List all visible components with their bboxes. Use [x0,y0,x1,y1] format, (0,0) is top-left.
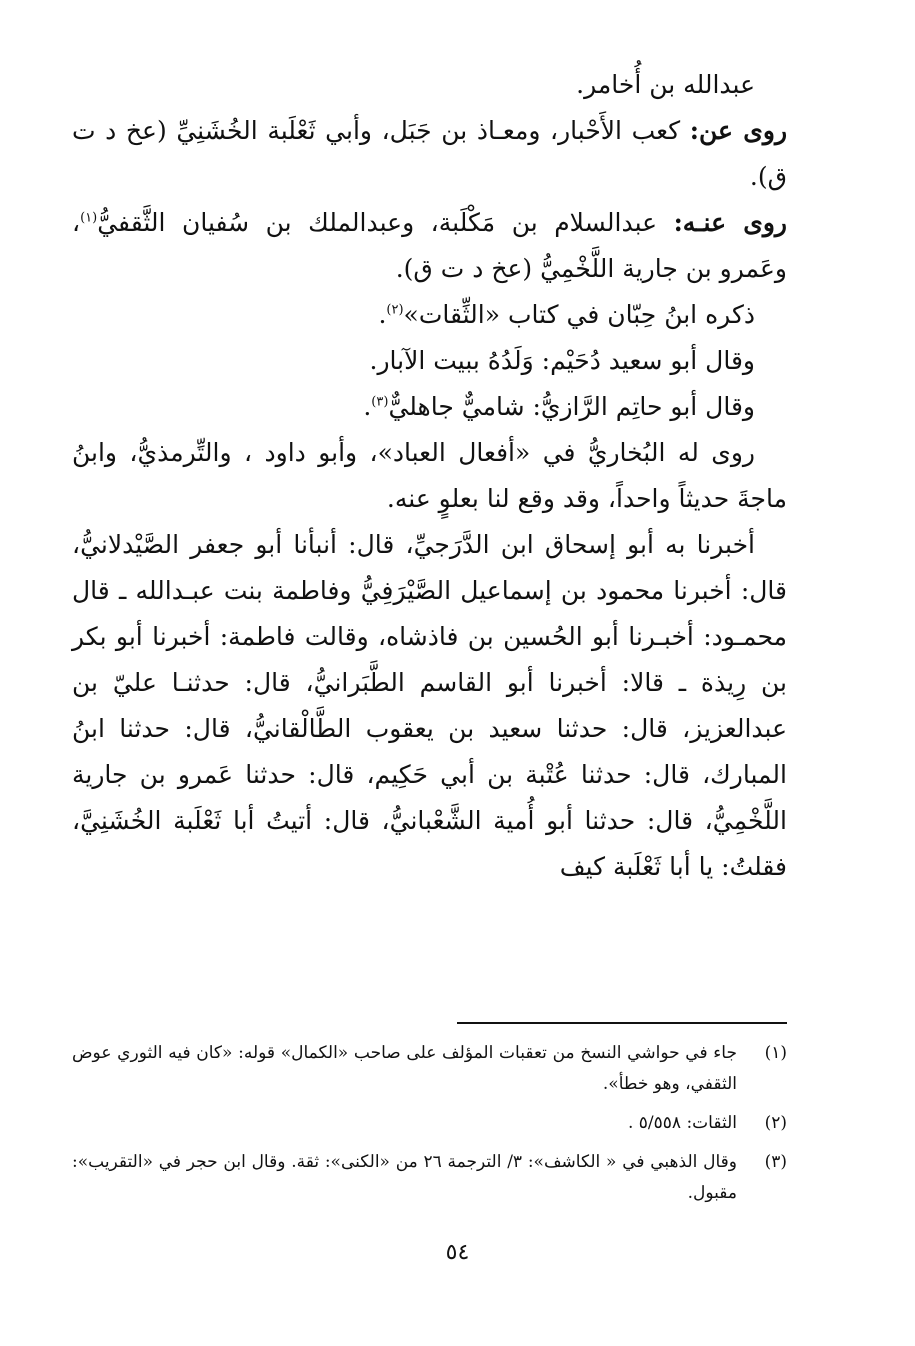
footnote-ref-1: (١) [80,210,98,226]
footnote-2-text: الثقات: ٥/٥٥٨ . [627,1113,737,1133]
rawa-an-text: كعب الأَحْبار، ومعـاذ بن جَبَل، وأبي ثَعْلَبة الخُشَنِيِّ (عخ د ت ق). [72,116,787,191]
footnote-1-number: (١) [764,1043,787,1063]
page-number: ٥٤ [445,1240,470,1265]
footnote-1-text: جاء في حواشي النسخ من تعقبات المؤلف على صاحب «الكمال» قوله: «كان فيه الثوري عوض الثقفي، وهو خطأ». [72,1043,737,1094]
rawa-an-label: روى عن: [689,116,788,145]
footnote-3-number: (٣) [764,1152,787,1172]
footnote-3-text: وقال الذهبي في « الكاشف»: ٣/ الترجمة ٢٦ من «الكنى»: ثقة. وقال ابن حجر في «التقريب»: مقبول. [72,1152,737,1203]
razi-line [72,384,787,430]
thiqat-line [72,292,787,338]
thiqat-line-text: ذكره ابنُ حِبّان في كتاب «الثِّقات» [403,300,755,329]
rawa-anhu-label: روى عنـه: [673,208,787,237]
footnote-2-number: (٢) [764,1113,787,1133]
thiqat-line-end: . [378,300,387,329]
rawa-anhu-text-end: ، وعَمرو بن جارية اللَّخْمِيُّ (عخ د ت ق). [72,208,787,283]
isnad-paragraph [72,522,787,890]
rawa-anhu-paragraph [72,200,787,292]
footnote-3 [72,1147,787,1209]
header-line-text: عبدالله بن أُخامر. [576,70,755,99]
razi-line-end: . [363,392,372,421]
footnote-ref-2: (٢) [386,302,404,318]
footnote-ref-3: (٣) [371,394,389,410]
footnote-1 [72,1038,787,1100]
duhaym-line [72,338,787,384]
footnote-divider [457,1022,787,1024]
header-line [72,62,787,108]
footnotes [72,1038,787,1217]
footnote-2 [72,1108,787,1139]
razi-line-text: وقال أبو حاتِم الرَّازيُّ: شاميٌّ جاهليٌّ [388,392,755,421]
rawa-anhu-text: عبدالسلام بن مَكْلَبة، وعبدالملك بن سُفيان الثَّقفيُّ [97,208,674,237]
isnad-paragraph-text: أخبرنا به أبو إسحاق ابن الدَّرَجيِّ، قال: أنبأنا أبو جعفر الصَّيْدلانيُّ، قال: أخبرنا محمود بن إسماعيل الصَّيْرَفِيُّ وفاطمة بنت عبـدالله ـ قال محمـود: أخبـرنا أبو الحُسين بن فاذشاه، وقالت فاطمة: أخبرنا أبو بكر بن رِيذة ـ قالا: أخبرنا أبو القاسم الطَّبَرانيُّ، قال: حدثنـا عليّ بن عبدالعزيز، قال: حدثنا سعيد بن يعقوب الطَّالْقانيُّ، قال: حدثنا ابنُ المبارك، قال: حدثنا عُتْبة بن أبي حَكِيم، قال: حدثنا عَمرو بن جارية اللَّخْمِيُّ، قال: حدثنا أبو أُمية الشَّعْبانيُّ، قال: أتيتُ أبا ثَعْلَبة الخُشَنِيَّ، فقلتُ: يا أبا ثَعْلَبة كيف [72,530,787,881]
main-text [72,62,787,890]
riwaya-paragraph [72,430,787,522]
rawa-an-paragraph [72,108,787,200]
duhaym-line-text: وقال أبو سعيد دُحَيْم: وَلَدُهُ ببيت الآبار. [369,346,755,375]
riwaya-paragraph-text: روى له البُخاريُّ في «أفعال العباد»، وأبو داود ، والتِّرمذيُّ، وابنُ ماجةَ حديثاً واحداً، وقد وقع لنا بعلوٍ عنه. [72,438,787,513]
